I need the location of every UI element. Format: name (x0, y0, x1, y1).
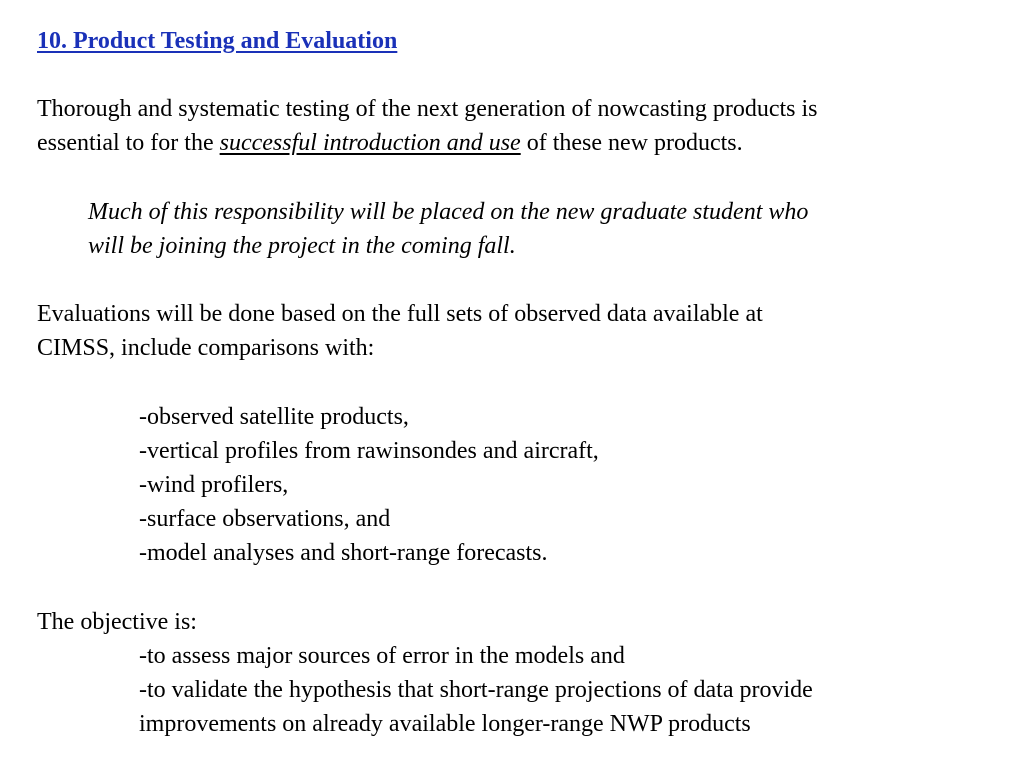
slide-title: 10. Product Testing and Evaluation (37, 28, 398, 54)
objective-item: -to assess major sources of error in the models and (139, 643, 625, 669)
evaluations-line-1: Evaluations will be done based on the full sets of observed data available at (37, 301, 763, 327)
comparison-item: -wind profilers, (139, 472, 289, 498)
comparison-item: -observed satellite products, (139, 404, 409, 430)
intro-line-2 (37, 129, 743, 157)
comparison-item: -vertical profiles from rawinsondes and aircraft, (139, 438, 599, 464)
objective-continuation: improvements on already available longer-range NWP products (139, 711, 751, 737)
comparison-item: -model analyses and short-range forecasts. (139, 540, 548, 566)
intro-text-before: essential to for the (37, 130, 220, 156)
note-line-1: Much of this responsibility will be placed on the new graduate student who (88, 199, 809, 225)
evaluations-line-2: CIMSS, include comparisons with: (37, 335, 375, 361)
intro-text-after: of these new products. (520, 130, 743, 156)
intro-line-1: Thorough and systematic testing of the next generation of nowcasting products is (37, 96, 818, 122)
objective-heading: The objective is: (37, 609, 197, 635)
objective-item: -to validate the hypothesis that short-range projections of data provide (139, 677, 813, 703)
intro-emphasis: successful introduction and use (219, 130, 521, 156)
comparison-item: -surface observations, and (139, 506, 391, 532)
note-line-2: will be joining the project in the coming fall. (88, 233, 516, 259)
